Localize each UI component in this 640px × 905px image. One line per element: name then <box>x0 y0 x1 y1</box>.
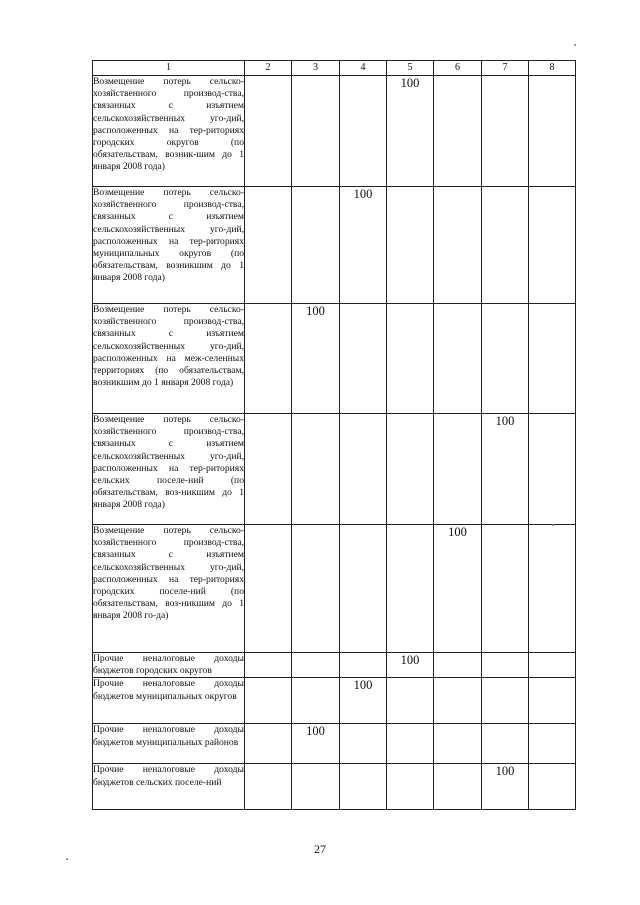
value-cell <box>434 724 482 764</box>
value-cell: 100 <box>482 764 529 810</box>
value-cell <box>245 304 292 414</box>
value-cell <box>292 653 340 678</box>
value-cell: 100 <box>292 724 340 764</box>
table-row <box>93 187 576 304</box>
column-header: 6 <box>434 61 482 76</box>
table-row <box>93 414 576 525</box>
column-header: 8 <box>529 61 576 76</box>
column-header: 3 <box>292 61 340 76</box>
row-description: Прочие неналоговые доходы бюджетов муниципальных районов <box>93 724 245 764</box>
column-header: 7 <box>482 61 529 76</box>
page-number: 27 <box>314 842 326 856</box>
value-cell <box>292 187 340 304</box>
value-cell <box>292 525 340 653</box>
row-description: Возмещение потерь сельско-хозяйственного производ-ства, связанных с изъятием сельскохозяйственных уго-дий, расположенных на тер-риториях сельских поселе-ний (по обязательствам, воз-никшим до 1 января 2008 года) <box>93 414 245 525</box>
value-cell <box>482 724 529 764</box>
table-row <box>93 304 576 414</box>
row-description: Возмещение потерь сельско-хозяйственного производ-ства, связанных с изъятием сельскохозяйственных уго-дий, расположенных на тер-риториях городских поселе-ний (по обязательствам, воз-никшим до 1 января 2008 го-да) <box>93 525 245 653</box>
row-description: Возмещение потерь сельско-хозяйственного производ-ства, связанных с изъятием сельскохозяйственных уго-дий, расположенных на тер-риториях муниципальных округов (по обязательствам, возникшим до 1 января 2008 года) <box>93 187 245 304</box>
value-cell <box>340 76 387 187</box>
scan-speck <box>66 858 68 860</box>
value-cell: 100 <box>292 304 340 414</box>
value-cell <box>387 525 434 653</box>
value-cell <box>529 724 576 764</box>
value-cell <box>529 678 576 724</box>
value-cell <box>245 653 292 678</box>
value-cell <box>245 525 292 653</box>
value-cell <box>387 678 434 724</box>
row-description: Возмещение потерь сельско-хозяйственного производ-ства, связанных с изъятием сельскохозяйственных уго-дий, расположенных на меж-селенных территориях (по обязательствам, возникшим до 1 января 2008 года) <box>93 304 245 414</box>
row-description: Прочие неналоговые доходы бюджетов сельских поселе-ний <box>93 764 245 810</box>
value-cell: 100 <box>387 653 434 678</box>
value-cell: 100 <box>434 525 482 653</box>
value-cell <box>482 525 529 653</box>
value-cell <box>340 304 387 414</box>
value-cell <box>482 187 529 304</box>
value-cell <box>529 414 576 525</box>
value-cell <box>292 76 340 187</box>
value-cell <box>387 187 434 304</box>
value-cell <box>387 304 434 414</box>
value-cell <box>482 76 529 187</box>
value-cell <box>245 764 292 810</box>
row-description: Прочие неналоговые доходы бюджетов муниципальных округов <box>93 678 245 724</box>
column-header: 4 <box>340 61 387 76</box>
value-cell <box>434 653 482 678</box>
value-cell <box>529 304 576 414</box>
scan-speck <box>574 44 576 46</box>
value-cell: 100 <box>387 76 434 187</box>
value-cell <box>434 304 482 414</box>
revenue-distribution-table <box>92 60 576 810</box>
value-cell <box>340 525 387 653</box>
value-cell <box>387 724 434 764</box>
value-cell <box>340 764 387 810</box>
value-cell: 100 <box>340 187 387 304</box>
table-row <box>93 525 576 653</box>
scan-speck <box>552 524 554 526</box>
column-header: 2 <box>245 61 292 76</box>
value-cell <box>529 187 576 304</box>
value-cell <box>529 525 576 653</box>
value-cell <box>434 764 482 810</box>
header-row <box>93 61 576 76</box>
value-cell: 100 <box>340 678 387 724</box>
value-cell <box>434 678 482 724</box>
value-cell <box>245 187 292 304</box>
row-description: Возмещение потерь сельско-хозяйственного производ-ства, связанных с изъятием сельскохозяйственных уго-дий, расположенных на тер-риториях городских округов (по обязательствам, возник-шим до 1 января 2008 года) <box>93 76 245 187</box>
table-row <box>93 764 576 810</box>
value-cell <box>387 414 434 525</box>
value-cell <box>245 414 292 525</box>
value-cell <box>482 653 529 678</box>
value-cell <box>340 414 387 525</box>
column-header: 1 <box>93 61 245 76</box>
table-row <box>93 724 576 764</box>
table-row <box>93 653 576 678</box>
value-cell: 100 <box>482 414 529 525</box>
column-header: 5 <box>387 61 434 76</box>
value-cell <box>292 414 340 525</box>
value-cell <box>482 678 529 724</box>
value-cell <box>292 678 340 724</box>
table-row <box>93 76 576 187</box>
table-row <box>93 678 576 724</box>
value-cell <box>529 653 576 678</box>
value-cell <box>245 76 292 187</box>
row-description: Прочие неналоговые доходы бюджетов городских округов <box>93 653 244 677</box>
value-cell <box>434 414 482 525</box>
value-cell <box>482 304 529 414</box>
value-cell <box>387 764 434 810</box>
value-cell <box>434 187 482 304</box>
value-cell <box>529 764 576 810</box>
value-cell <box>529 76 576 187</box>
value-cell <box>292 764 340 810</box>
value-cell <box>245 724 292 764</box>
value-cell <box>245 678 292 724</box>
value-cell <box>340 724 387 764</box>
value-cell <box>340 653 387 678</box>
value-cell <box>434 76 482 187</box>
